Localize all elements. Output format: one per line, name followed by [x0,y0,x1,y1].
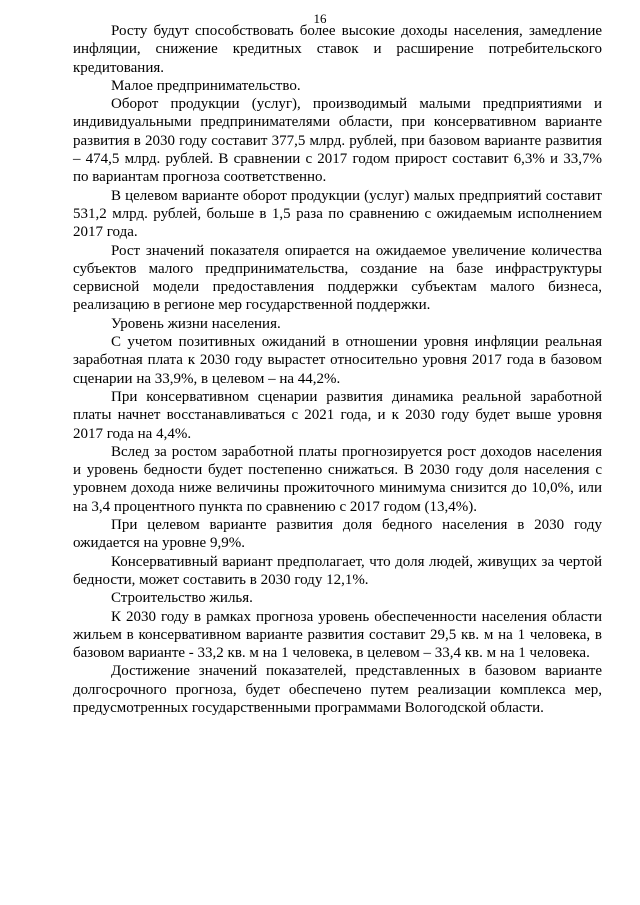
paragraph: С учетом позитивных ожиданий в отношении уровня инфляции реальная заработная плата к 2030 году вырастет относительно уровня 2017 года в базовом сценарии на 33,9%, в целевом – на 44,2%. [73,334,602,387]
paragraph: При консервативном сценарии развития динамика реальной заработной платы начнет восстанавливаться с 2021 года, и к 2030 году будет выше уровня 2017 года на 4,4%. [73,388,602,442]
paragraph: Оборот продукции (услуг), производимый малыми предприятиями и индивидуальными предпринимателями области, при консервативном варианте развития в 2030 году составит 377,5 млрд. рублей, при базовом варианте развития – 474,5 млрд. рублей. В сравнении с 2017 годом прирост составит 6,3% и 33,7% по вариантам прогноза соответственно. [73,96,602,186]
section-heading-housing: Строительство жилья. [111,590,253,607]
paragraph: Росту будут способствовать более высокие доходы населения, замедление инфляции, снижение кредитных ставок и расширение потребительского кредитования. [73,23,602,76]
paragraph: В целевом варианте оборот продукции (услуг) малых предприятий составит 531,2 млрд. рублей, больше в 1,5 раза по сравнению с ожидаемым исполнением 2017 года. [73,187,602,241]
paragraph: Рост значений показателя опирается на ожидаемое увеличение количества субъектов малого предпринимательства, создание на базе инфраструктуры сервисной модели предоставления поддержки субъектам малого бизнеса, реализацию в регионе мер государственной поддержки. [73,242,602,314]
section-heading-small-business: Малое предпринимательство. [111,77,301,94]
document-body [73,22,602,717]
page-number: 16 [313,11,327,26]
paragraph: К 2030 году в рамках прогноза уровень обеспеченности населения области жильем в консервативном варианте развития составит 29,5 кв. м на 1 человека, в базовом варианте - 33,2 кв. м на 1 человека, в целевом – 33,4 кв. м на 1 человека. [73,608,602,662]
paragraph: Вслед за ростом заработной платы прогнозируется рост доходов населения и уровень бедности будет постепенно снижаться. В 2030 году доля населения с уровнем дохода ниже величины прожиточного минимума снизится до 10,0%, или на 3,4 процентного пункта по сравнению с 2017 годом (13,4%). [73,443,602,515]
section-heading-living-standards: Уровень жизни населения. [111,315,281,332]
paragraph: Достижение значений показателей, представленных в базовом варианте долгосрочного прогноза, будет обеспечено путем реализации комплекса мер, предусмотренных государственными программами Вологодской области. [73,663,602,716]
paragraph: При целевом варианте развития доля бедного населения в 2030 году ожидается на уровне 9,9%. [73,517,602,552]
paragraph: Консервативный вариант предполагает, что доля людей, живущих за чертой бедности, может составить в 2030 году 12,1%. [73,553,602,588]
